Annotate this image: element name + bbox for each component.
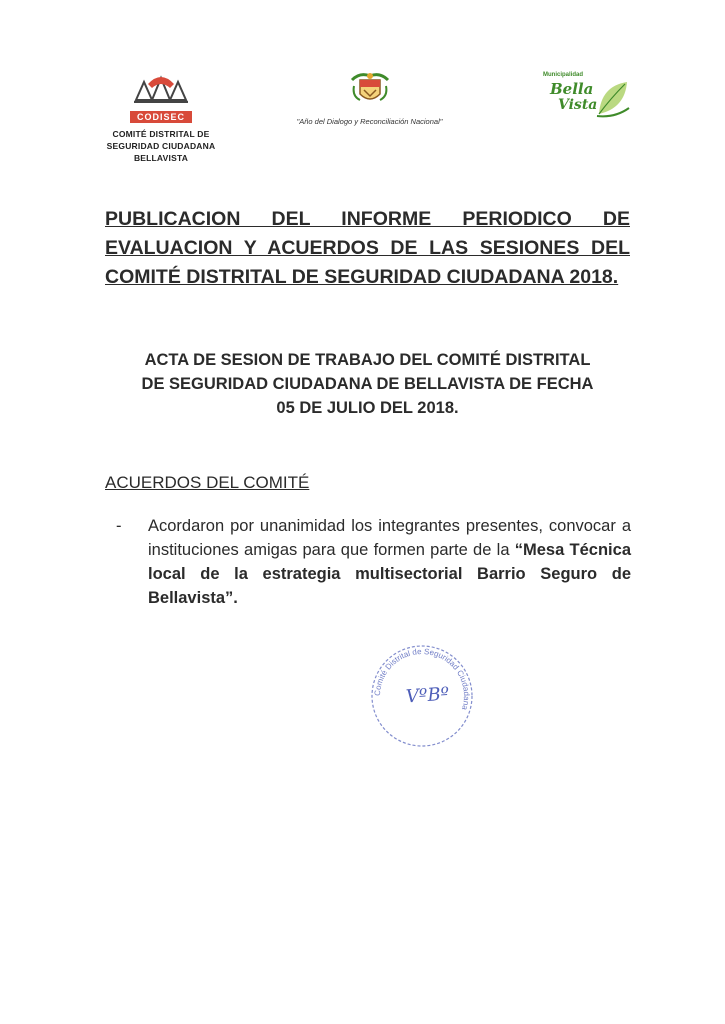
muni-label: Municipalidad xyxy=(543,72,584,78)
subtitle-line2: DE SEGURIDAD CIUDADANA DE BELLAVISTA DE FECHA xyxy=(141,375,594,393)
bullet-dash: - xyxy=(116,517,122,535)
muni-bella-text: Bella xyxy=(550,80,594,98)
codisec-caption-line3: BELLAVISTA xyxy=(133,153,189,163)
codisec-caption-line1: COMITÉ DISTRITAL DE xyxy=(112,129,210,139)
section-heading-acuerdos: ACUERDOS DEL COMITÉ xyxy=(105,473,310,492)
document-title: PUBLICACION DEL INFORME PERIODICO DE EVALUACION Y ACUERDOS DE LAS SESIONES DEL COMITÉ DISTRITAL DE SEGURIDAD CIUDADANA 2018. xyxy=(105,208,630,288)
codisec-caption xyxy=(96,128,226,164)
stamp-vobo: VºBº xyxy=(405,683,450,708)
year-motto: "Año del Dialogo y Reconciliación Nacional" xyxy=(296,117,443,126)
agreement-bold-text: “Mesa Técnica local de la estrategia multisectorial Barrio Seguro de Bellavista”. xyxy=(148,541,631,607)
national-shield-logo xyxy=(282,70,457,126)
subtitle-line3: 05 DE JULIO DEL 2018. xyxy=(276,399,459,417)
codisec-caption-line2: SEGURIDAD CIUDADANA xyxy=(106,141,216,151)
municipalidad-bellavista-logo xyxy=(540,72,635,124)
muni-vista-text: Vista xyxy=(558,97,598,113)
official-stamp xyxy=(366,640,478,752)
codisec-logo xyxy=(96,70,226,164)
subtitle-line1: ACTA DE SESION DE TRABAJO DEL COMITÉ DISTRITAL xyxy=(144,351,591,369)
codisec-band: CODISEC xyxy=(130,111,192,123)
agreement-item xyxy=(116,514,631,610)
agreement-text xyxy=(148,514,631,610)
coat-of-arms-icon xyxy=(348,70,392,110)
stamp-text: Comité Distrital de Seguridad Ciudadana xyxy=(372,646,472,712)
session-subtitle xyxy=(95,348,640,420)
leaf-icon xyxy=(595,78,631,118)
agreement-plain-text: Acordaron por unanimidad los integrantes presentes, convocar a instituciones amigas para que formen parte de la xyxy=(148,517,631,559)
codisec-emblem-icon xyxy=(130,70,192,106)
